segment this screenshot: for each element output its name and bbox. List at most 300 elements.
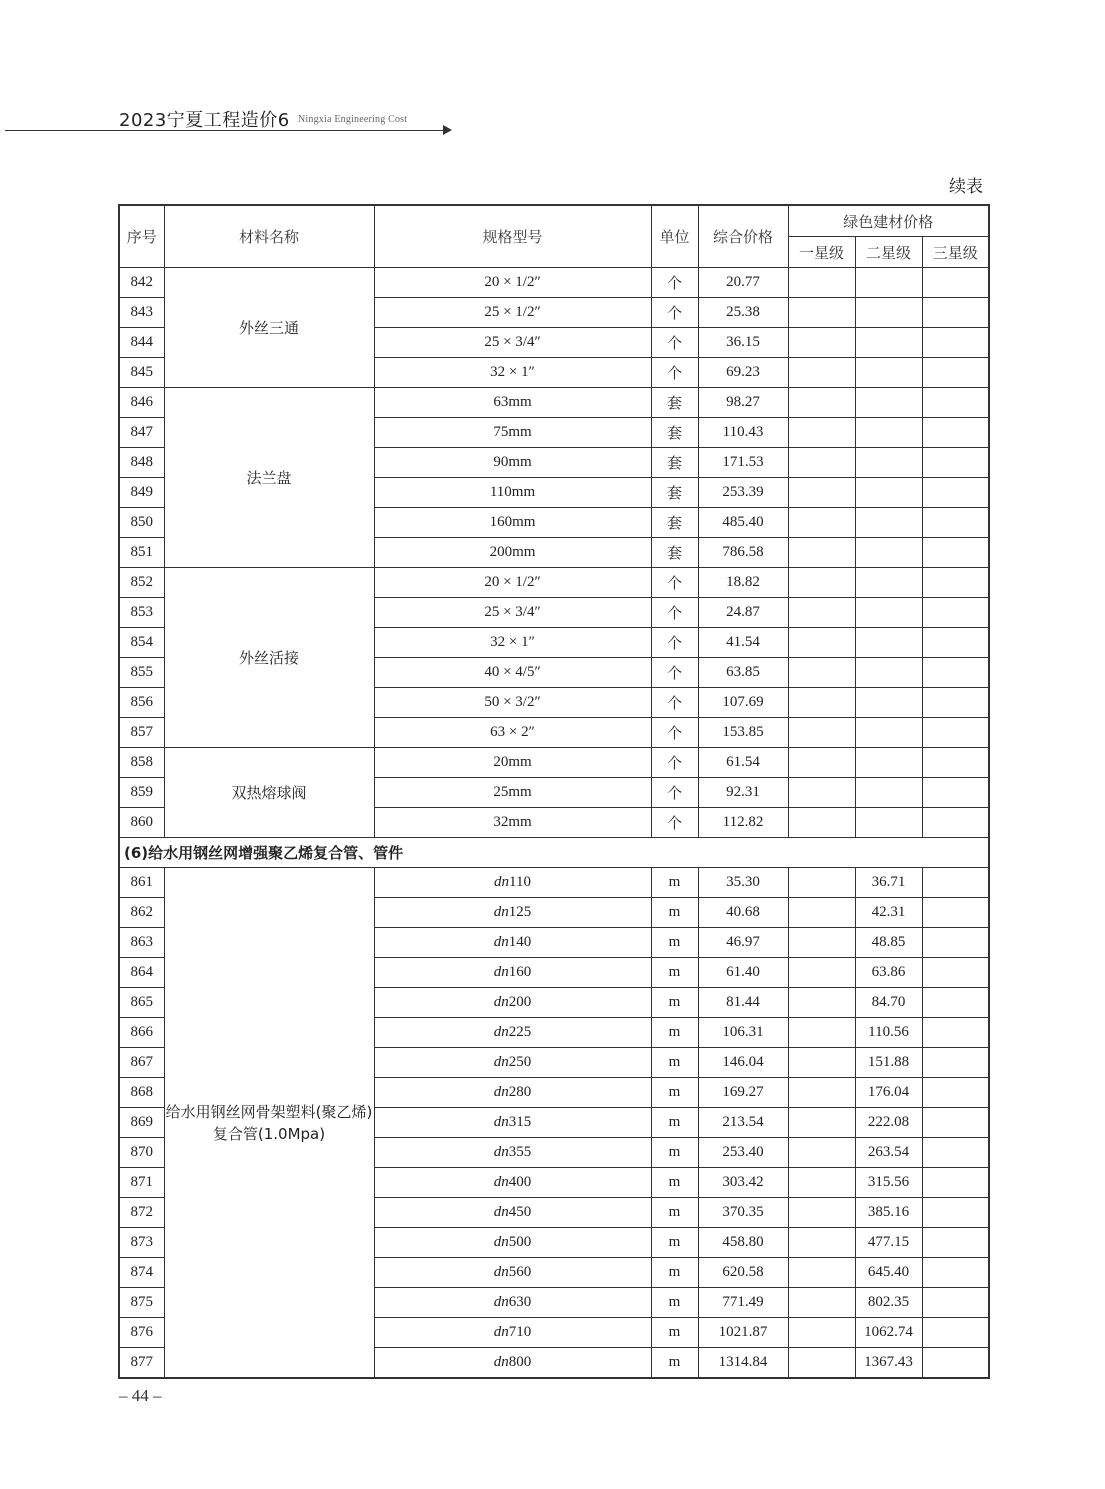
seq-cell: 852 — [119, 568, 164, 598]
arrow-icon — [443, 125, 452, 135]
price-cell: 46.97 — [698, 928, 788, 958]
star2-price-cell — [855, 748, 922, 778]
star3-price-cell — [922, 448, 989, 478]
star1-price-cell — [788, 1048, 855, 1078]
spec-prefix: dn — [493, 1204, 509, 1220]
star3-price-cell — [922, 688, 989, 718]
price-cell: 69.23 — [698, 358, 788, 388]
star1-price-cell — [788, 778, 855, 808]
seq-cell: 843 — [119, 298, 164, 328]
star3-price-cell — [922, 1018, 989, 1048]
star1-price-cell — [788, 1288, 855, 1318]
spec-cell — [374, 868, 651, 898]
price-cell: 1314.84 — [698, 1348, 788, 1379]
price-cell: 786.58 — [698, 538, 788, 568]
unit-cell: m — [651, 868, 698, 898]
unit-cell: 套 — [651, 388, 698, 418]
star2-price-cell — [855, 688, 922, 718]
unit-cell: 套 — [651, 448, 698, 478]
unit-cell: 个 — [651, 688, 698, 718]
star2-price-cell: 645.40 — [855, 1258, 922, 1288]
spec-value: 450 — [508, 1204, 532, 1220]
star3-price-cell — [922, 1258, 989, 1288]
seq-cell: 855 — [119, 658, 164, 688]
seq-cell: 874 — [119, 1258, 164, 1288]
spec-value: 250 — [508, 1054, 532, 1070]
unit-cell: m — [651, 1348, 698, 1379]
star3-price-cell — [922, 718, 989, 748]
price-cell: 41.54 — [698, 628, 788, 658]
star1-price-cell — [788, 628, 855, 658]
spec-cell — [374, 1258, 651, 1288]
seq-cell: 867 — [119, 1048, 164, 1078]
seq-cell: 853 — [119, 598, 164, 628]
spec-cell: 25 × 3/4″ — [374, 598, 651, 628]
spec-value: 110 — [509, 874, 531, 890]
spec-prefix: dn — [493, 904, 509, 920]
price-cell: 63.85 — [698, 658, 788, 688]
spec-value: 500 — [508, 1234, 532, 1250]
unit-cell: 个 — [651, 778, 698, 808]
price-cell: 771.49 — [698, 1288, 788, 1318]
star1-price-cell — [788, 958, 855, 988]
spec-value: 355 — [508, 1144, 532, 1160]
spec-cell: 90mm — [374, 448, 651, 478]
seq-cell: 866 — [119, 1018, 164, 1048]
unit-cell: 套 — [651, 508, 698, 538]
star3-price-cell — [922, 658, 989, 688]
star1-price-cell — [788, 748, 855, 778]
seq-cell: 860 — [119, 808, 164, 838]
star2-price-cell: 110.56 — [855, 1018, 922, 1048]
price-cell: 81.44 — [698, 988, 788, 1018]
continued-label: 续表 — [949, 177, 983, 197]
star1-price-cell — [788, 568, 855, 598]
star2-price-cell: 222.08 — [855, 1108, 922, 1138]
spec-value: 140 — [508, 934, 532, 950]
star3-price-cell — [922, 988, 989, 1018]
star3-price-cell — [922, 508, 989, 538]
unit-cell: m — [651, 1108, 698, 1138]
seq-cell: 856 — [119, 688, 164, 718]
header-star1: 一星级 — [788, 237, 855, 268]
price-cell: 107.69 — [698, 688, 788, 718]
section-row — [119, 838, 989, 868]
seq-cell: 869 — [119, 1108, 164, 1138]
star2-price-cell: 63.86 — [855, 958, 922, 988]
seq-cell: 862 — [119, 898, 164, 928]
unit-cell: m — [651, 1198, 698, 1228]
spec-cell: 75mm — [374, 418, 651, 448]
star3-price-cell — [922, 958, 989, 988]
spec-cell: 110mm — [374, 478, 651, 508]
spec-value: 225 — [508, 1024, 532, 1040]
star3-price-cell — [922, 1048, 989, 1078]
table-row — [119, 748, 989, 778]
spec-value: 400 — [508, 1174, 532, 1190]
spec-cell: 200mm — [374, 538, 651, 568]
price-cell: 92.31 — [698, 778, 788, 808]
spec-prefix: dn — [493, 1174, 509, 1190]
star2-price-cell — [855, 568, 922, 598]
star3-price-cell — [922, 808, 989, 838]
seq-cell: 871 — [119, 1168, 164, 1198]
price-cell: 146.04 — [698, 1048, 788, 1078]
star2-price-cell: 477.15 — [855, 1228, 922, 1258]
unit-cell: 个 — [651, 598, 698, 628]
star1-price-cell — [788, 988, 855, 1018]
unit-cell: 个 — [651, 268, 698, 298]
star2-price-cell — [855, 508, 922, 538]
material-name-cell: 外丝三通 — [164, 268, 374, 388]
header-star2: 二星级 — [855, 237, 922, 268]
star1-price-cell — [788, 358, 855, 388]
star1-price-cell — [788, 658, 855, 688]
star2-price-cell — [855, 358, 922, 388]
unit-cell: 个 — [651, 748, 698, 778]
price-cell: 620.58 — [698, 1258, 788, 1288]
star2-price-cell: 42.31 — [855, 898, 922, 928]
star3-price-cell — [922, 868, 989, 898]
star2-price-cell — [855, 298, 922, 328]
spec-cell — [374, 1048, 651, 1078]
spec-value: 800 — [508, 1354, 532, 1370]
spec-prefix: dn — [493, 1354, 509, 1370]
seq-cell: 854 — [119, 628, 164, 658]
unit-cell: 个 — [651, 298, 698, 328]
unit-cell: 个 — [651, 568, 698, 598]
star3-price-cell — [922, 478, 989, 508]
star1-price-cell — [788, 268, 855, 298]
table-row — [119, 868, 989, 898]
star1-price-cell — [788, 328, 855, 358]
price-cell: 153.85 — [698, 718, 788, 748]
spec-prefix: dn — [493, 1234, 509, 1250]
seq-cell: 844 — [119, 328, 164, 358]
star2-price-cell — [855, 478, 922, 508]
seq-cell: 847 — [119, 418, 164, 448]
spec-prefix: dn — [493, 934, 509, 950]
unit-cell: 套 — [651, 418, 698, 448]
price-cell: 18.82 — [698, 568, 788, 598]
star2-price-cell — [855, 328, 922, 358]
star2-price-cell: 1367.43 — [855, 1348, 922, 1379]
spec-value: 560 — [508, 1264, 532, 1280]
spec-cell — [374, 1168, 651, 1198]
spec-prefix: dn — [493, 1324, 509, 1340]
unit-cell: 个 — [651, 328, 698, 358]
price-table — [118, 204, 990, 1379]
unit-cell: m — [651, 1288, 698, 1318]
star2-price-cell — [855, 598, 922, 628]
spec-cell: 160mm — [374, 508, 651, 538]
star2-price-cell — [855, 658, 922, 688]
star2-price-cell: 263.54 — [855, 1138, 922, 1168]
material-name-cell: 双热熔球阀 — [164, 748, 374, 838]
spec-prefix: dn — [493, 1084, 509, 1100]
spec-cell — [374, 1018, 651, 1048]
star1-price-cell — [788, 388, 855, 418]
header-green-price: 绿色建材价格 — [788, 205, 989, 237]
star2-price-cell: 48.85 — [855, 928, 922, 958]
star3-price-cell — [922, 1108, 989, 1138]
price-cell: 171.53 — [698, 448, 788, 478]
price-cell: 61.54 — [698, 748, 788, 778]
spec-value: 200 — [508, 994, 532, 1010]
unit-cell: 个 — [651, 358, 698, 388]
seq-cell: 875 — [119, 1288, 164, 1318]
star1-price-cell — [788, 928, 855, 958]
seq-cell: 858 — [119, 748, 164, 778]
journal-title: 2023宁夏工程造价6 — [119, 110, 290, 131]
unit-cell: 套 — [651, 478, 698, 508]
star3-price-cell — [922, 1288, 989, 1318]
table-row — [119, 568, 989, 598]
star3-price-cell — [922, 1228, 989, 1258]
star1-price-cell — [788, 478, 855, 508]
spec-value: 160 — [508, 964, 532, 980]
star1-price-cell — [788, 1198, 855, 1228]
section-title: (6)给水用钢丝网增强聚乙烯复合管、管件 — [119, 838, 989, 868]
spec-cell: 32 × 1″ — [374, 628, 651, 658]
seq-cell: 848 — [119, 448, 164, 478]
header-star3: 三星级 — [922, 237, 989, 268]
star1-price-cell — [788, 1348, 855, 1379]
spec-cell — [374, 988, 651, 1018]
star3-price-cell — [922, 748, 989, 778]
price-cell: 110.43 — [698, 418, 788, 448]
unit-cell: m — [651, 1048, 698, 1078]
star1-price-cell — [788, 298, 855, 328]
price-cell: 35.30 — [698, 868, 788, 898]
spec-prefix: dn — [493, 1054, 509, 1070]
spec-cell — [374, 1318, 651, 1348]
star1-price-cell — [788, 1078, 855, 1108]
unit-cell: m — [651, 1138, 698, 1168]
spec-cell: 25mm — [374, 778, 651, 808]
star3-price-cell — [922, 538, 989, 568]
star2-price-cell — [855, 808, 922, 838]
seq-cell: 876 — [119, 1318, 164, 1348]
spec-cell: 50 × 3/2″ — [374, 688, 651, 718]
star1-price-cell — [788, 718, 855, 748]
header-name: 材料名称 — [164, 205, 374, 268]
price-cell: 458.80 — [698, 1228, 788, 1258]
star3-price-cell — [922, 1078, 989, 1108]
unit-cell: 个 — [651, 808, 698, 838]
unit-cell: m — [651, 988, 698, 1018]
star1-price-cell — [788, 448, 855, 478]
star3-price-cell — [922, 598, 989, 628]
star1-price-cell — [788, 898, 855, 928]
header-spec: 规格型号 — [374, 205, 651, 268]
price-cell: 253.40 — [698, 1138, 788, 1168]
unit-cell: m — [651, 1018, 698, 1048]
star3-price-cell — [922, 898, 989, 928]
star3-price-cell — [922, 1198, 989, 1228]
table-row — [119, 268, 989, 298]
spec-cell — [374, 1108, 651, 1138]
star2-price-cell — [855, 448, 922, 478]
price-cell: 1021.87 — [698, 1318, 788, 1348]
spec-value: 710 — [508, 1324, 532, 1340]
unit-cell: 套 — [651, 538, 698, 568]
spec-cell — [374, 898, 651, 928]
star3-price-cell — [922, 418, 989, 448]
seq-cell: 846 — [119, 388, 164, 418]
price-cell: 112.82 — [698, 808, 788, 838]
spec-cell — [374, 1078, 651, 1108]
unit-cell: m — [651, 1258, 698, 1288]
star2-price-cell: 802.35 — [855, 1288, 922, 1318]
price-cell: 98.27 — [698, 388, 788, 418]
star3-price-cell — [922, 388, 989, 418]
spec-prefix: dn — [493, 964, 509, 980]
star3-price-cell — [922, 1318, 989, 1348]
unit-cell: m — [651, 1228, 698, 1258]
star3-price-cell — [922, 628, 989, 658]
spec-value: 315 — [508, 1114, 532, 1130]
spec-cell: 20mm — [374, 748, 651, 778]
star1-price-cell — [788, 1018, 855, 1048]
star2-price-cell — [855, 628, 922, 658]
journal-subtitle: Ningxia Engineering Cost — [298, 114, 408, 125]
star3-price-cell — [922, 928, 989, 958]
spec-prefix: dn — [493, 1294, 509, 1310]
star1-price-cell — [788, 808, 855, 838]
star3-price-cell — [922, 298, 989, 328]
header-unit: 单位 — [651, 205, 698, 268]
star1-price-cell — [788, 538, 855, 568]
unit-cell: 个 — [651, 718, 698, 748]
star2-price-cell: 36.71 — [855, 868, 922, 898]
material-name-cell: 给水用钢丝网骨架塑料(聚乙烯)复合管(1.0Mpa) — [164, 868, 374, 1379]
price-cell: 213.54 — [698, 1108, 788, 1138]
star1-price-cell — [788, 1318, 855, 1348]
seq-cell: 877 — [119, 1348, 164, 1379]
star1-price-cell — [788, 1108, 855, 1138]
star3-price-cell — [922, 358, 989, 388]
star2-price-cell — [855, 268, 922, 298]
spec-value: 125 — [508, 904, 532, 920]
price-cell: 20.77 — [698, 268, 788, 298]
price-cell: 61.40 — [698, 958, 788, 988]
header-seq: 序号 — [119, 205, 164, 268]
price-cell: 303.42 — [698, 1168, 788, 1198]
unit-cell: m — [651, 958, 698, 988]
price-cell: 169.27 — [698, 1078, 788, 1108]
spec-cell: 40 × 4/5″ — [374, 658, 651, 688]
star3-price-cell — [922, 778, 989, 808]
star1-price-cell — [788, 688, 855, 718]
unit-cell: m — [651, 1168, 698, 1198]
price-cell: 253.39 — [698, 478, 788, 508]
spec-value: 630 — [508, 1294, 532, 1310]
spec-cell — [374, 928, 651, 958]
price-cell: 370.35 — [698, 1198, 788, 1228]
star2-price-cell: 315.56 — [855, 1168, 922, 1198]
price-cell: 36.15 — [698, 328, 788, 358]
unit-cell: m — [651, 928, 698, 958]
spec-cell — [374, 1198, 651, 1228]
star3-price-cell — [922, 1168, 989, 1198]
spec-cell — [374, 1288, 651, 1318]
star2-price-cell: 176.04 — [855, 1078, 922, 1108]
spec-prefix: dn — [493, 994, 509, 1010]
seq-cell: 865 — [119, 988, 164, 1018]
star1-price-cell — [788, 1168, 855, 1198]
price-cell: 485.40 — [698, 508, 788, 538]
seq-cell: 861 — [119, 868, 164, 898]
star2-price-cell: 84.70 — [855, 988, 922, 1018]
star2-price-cell: 385.16 — [855, 1198, 922, 1228]
spec-value: 280 — [508, 1084, 532, 1100]
price-cell: 25.38 — [698, 298, 788, 328]
spec-prefix: dn — [493, 1024, 509, 1040]
price-cell: 40.68 — [698, 898, 788, 928]
seq-cell: 859 — [119, 778, 164, 808]
star3-price-cell — [922, 568, 989, 598]
unit-cell: 个 — [651, 628, 698, 658]
star2-price-cell — [855, 418, 922, 448]
price-cell: 24.87 — [698, 598, 788, 628]
star3-price-cell — [922, 1138, 989, 1168]
seq-cell: 868 — [119, 1078, 164, 1108]
star2-price-cell: 1062.74 — [855, 1318, 922, 1348]
star2-price-cell — [855, 778, 922, 808]
star3-price-cell — [922, 328, 989, 358]
star1-price-cell — [788, 418, 855, 448]
spec-cell: 63mm — [374, 388, 651, 418]
seq-cell: 863 — [119, 928, 164, 958]
spec-cell — [374, 1348, 651, 1379]
page-number: – 44 – — [119, 1386, 162, 1405]
material-name-cell: 外丝活接 — [164, 568, 374, 748]
seq-cell: 842 — [119, 268, 164, 298]
spec-cell: 20 × 1/2″ — [374, 568, 651, 598]
star1-price-cell — [788, 1258, 855, 1288]
seq-cell: 851 — [119, 538, 164, 568]
star2-price-cell: 151.88 — [855, 1048, 922, 1078]
star1-price-cell — [788, 1138, 855, 1168]
spec-cell: 32 × 1″ — [374, 358, 651, 388]
spec-cell: 32mm — [374, 808, 651, 838]
seq-cell: 845 — [119, 358, 164, 388]
spec-cell — [374, 1138, 651, 1168]
spec-prefix: dn — [493, 1264, 509, 1280]
star1-price-cell — [788, 598, 855, 628]
unit-cell: 个 — [651, 658, 698, 688]
star1-price-cell — [788, 508, 855, 538]
unit-cell: m — [651, 1318, 698, 1348]
star2-price-cell — [855, 538, 922, 568]
material-name-cell: 法兰盘 — [164, 388, 374, 568]
seq-cell: 870 — [119, 1138, 164, 1168]
table-row — [119, 388, 989, 418]
star1-price-cell — [788, 1228, 855, 1258]
seq-cell: 849 — [119, 478, 164, 508]
seq-cell: 850 — [119, 508, 164, 538]
seq-cell: 857 — [119, 718, 164, 748]
seq-cell: 873 — [119, 1228, 164, 1258]
spec-cell: 25 × 1/2″ — [374, 298, 651, 328]
seq-cell: 872 — [119, 1198, 164, 1228]
star2-price-cell — [855, 718, 922, 748]
spec-prefix: dn — [494, 874, 510, 890]
seq-cell: 864 — [119, 958, 164, 988]
price-cell: 106.31 — [698, 1018, 788, 1048]
table-body — [119, 268, 989, 1379]
